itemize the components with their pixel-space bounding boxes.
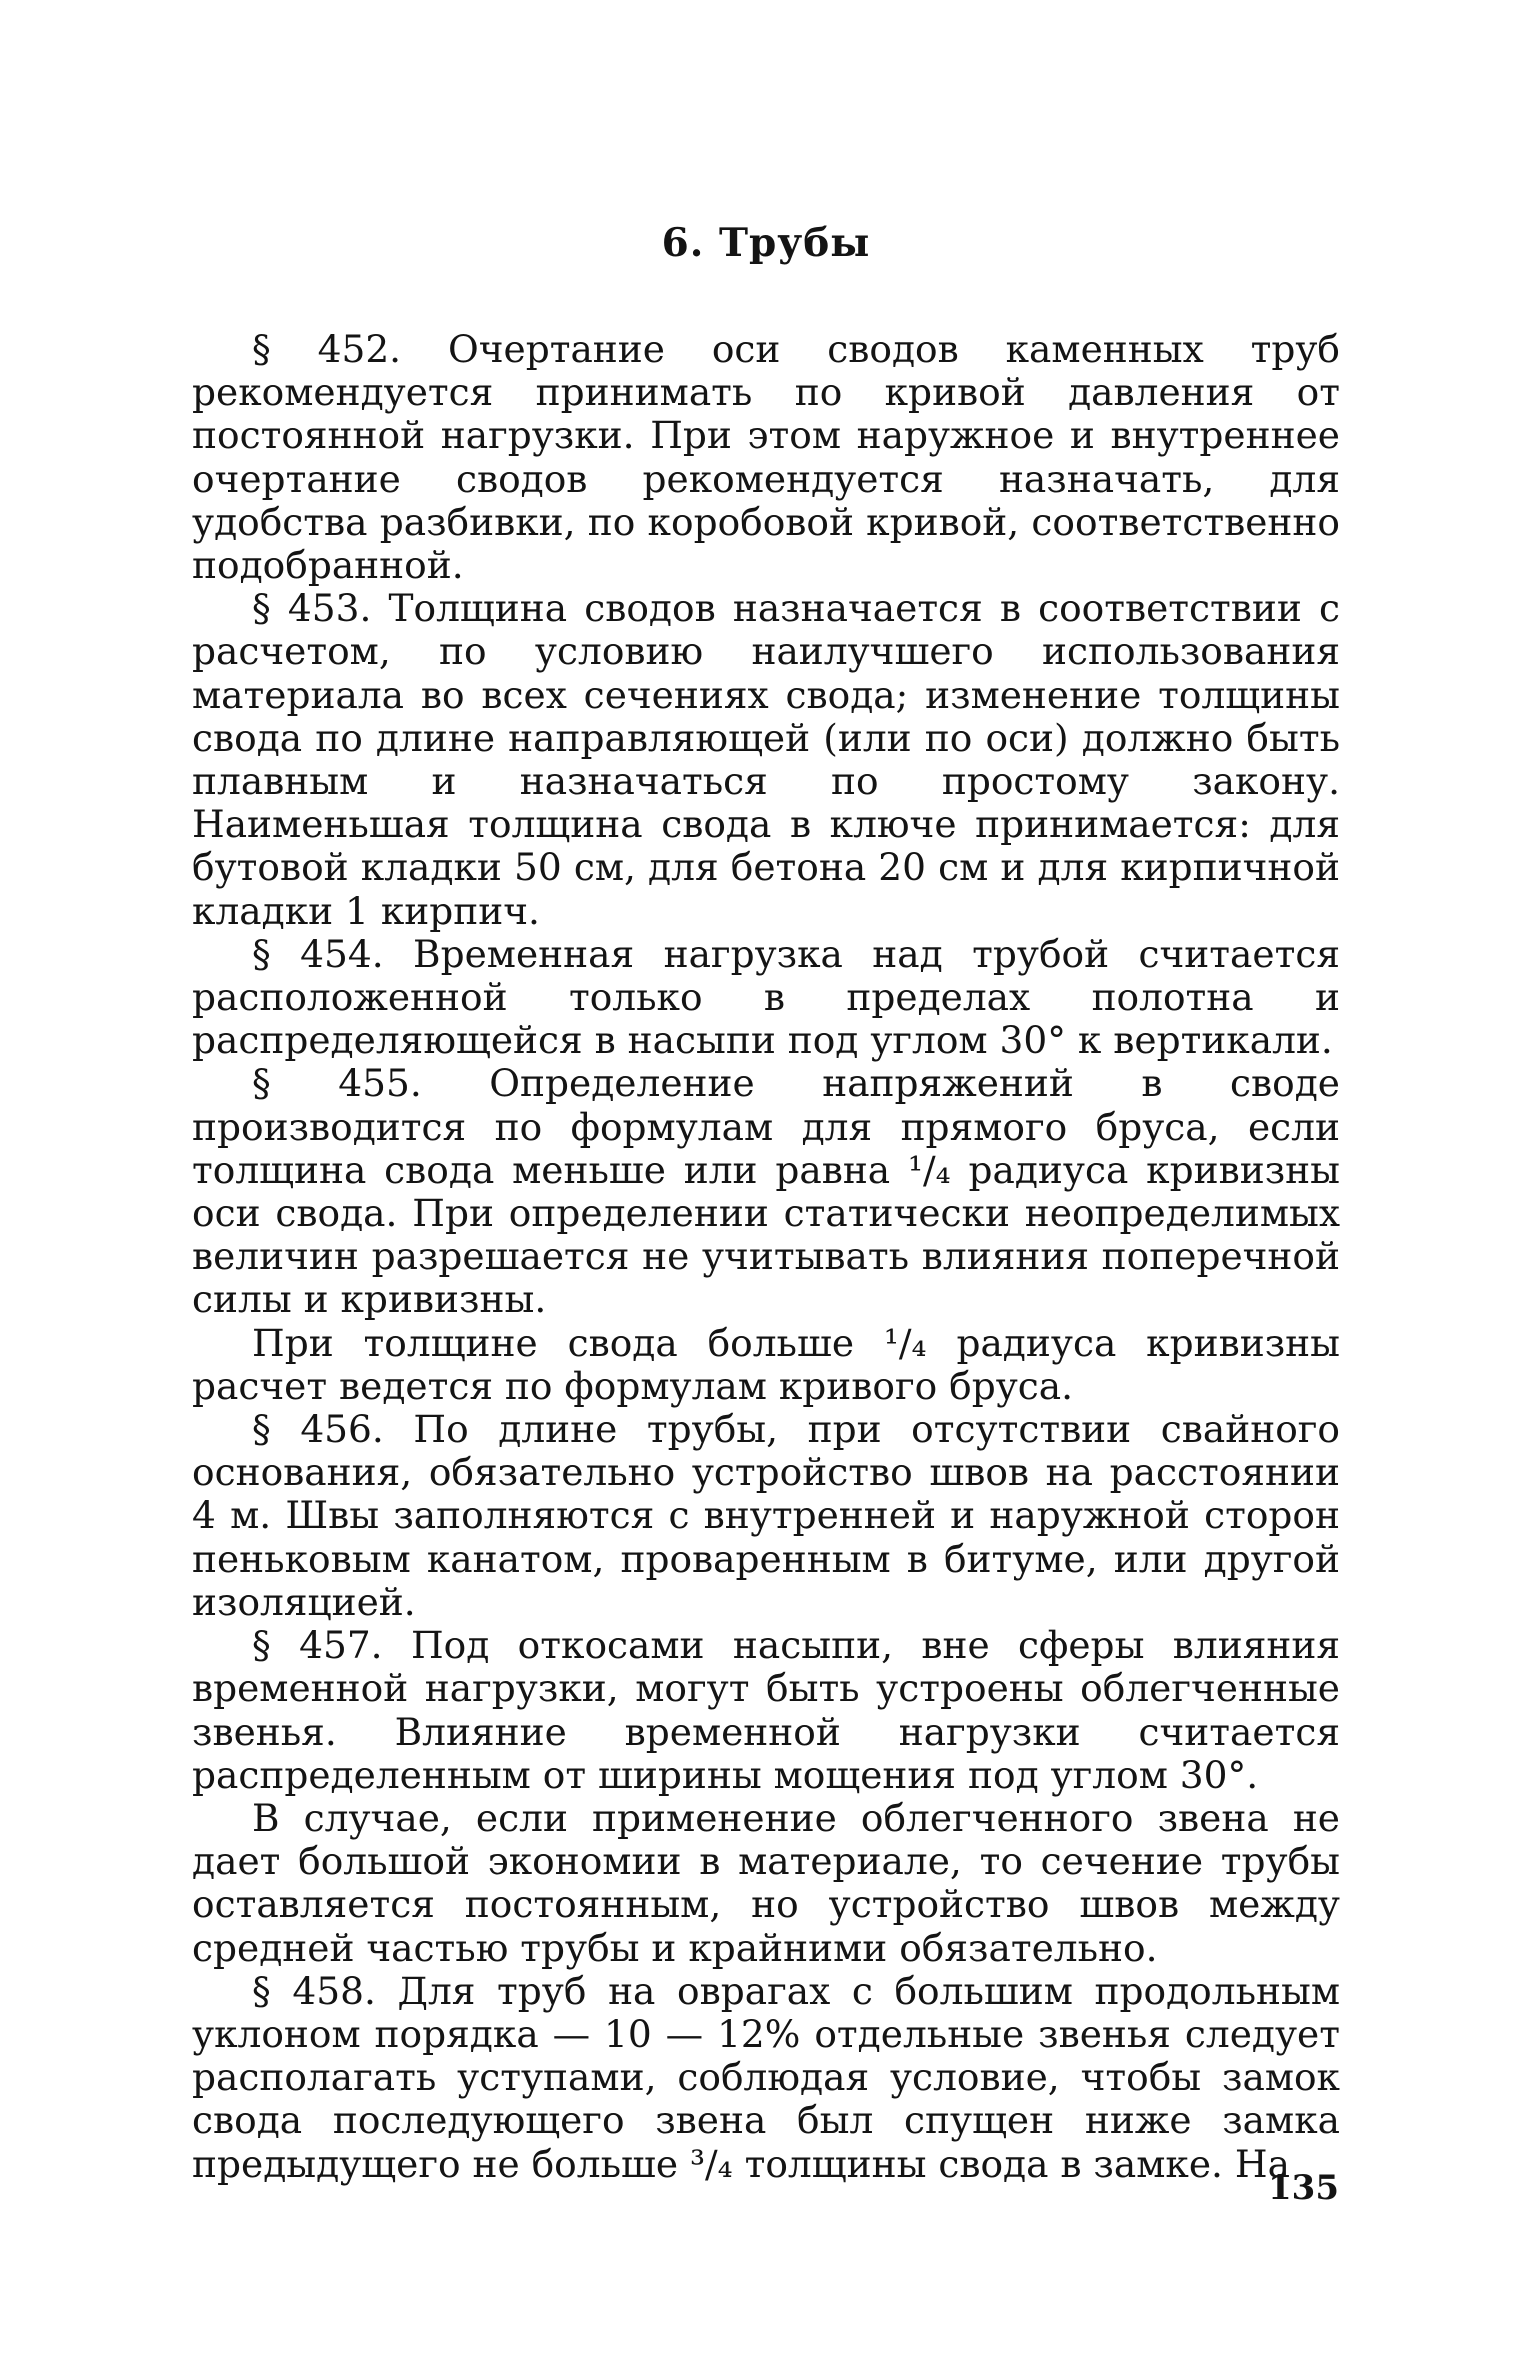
paragraph-456: § 456. По длине трубы, при отсутствии свайного основания, обязательно устройство швов на расстоянии 4 м. Швы заполняются с внутренней и наружной сторон пеньковым канатом, проваренным в битуме, или другой изоляцией. xyxy=(192,1407,1340,1624)
paragraph-454: § 454. Временная нагрузка над трубой считается расположенной только в пределах полотна и распределяющейся в насыпи под углом 30° к вертикали. xyxy=(192,931,1340,1063)
paragraph-457: § 457. Под откосами насыпи, вне сферы влияния временной нагрузки, могут быть устроены облегченные звенья. Влияние временной нагрузки считается распределенным от ширины мощения под углом 30°. xyxy=(192,1623,1340,1797)
paragraph-455-continuation: При толщине свода больше ¹/₄ радиуса кривизны расчет ведется по формулам кривого бруса. xyxy=(192,1320,1340,1408)
paragraph-452: § 452. Очертание оси сводов каменных труб рекомендуется принимать по кривой давления от постоянной нагрузки. При этом наружное и внутреннее очертание сводов рекомендуется назначать, для удобства разбивки, по коробовой кривой, соответственно подобранной. xyxy=(192,327,1340,588)
paragraph-458: § 458. Для труб на оврагах с большим продольным уклоном порядка — 10 — 12% отдельные звенья следует располагать уступами, соблюдая условие, чтобы замок свода последующего звена был спущен ниже замка предыдущего не больше ³/₄ толщины свода в замке. На xyxy=(192,1968,1340,2186)
paragraph-455: § 455. Определение напряжений в своде производится по формулам для прямого бруса, если толщина свода меньше или равна ¹/₄ радиуса кривизны оси свода. При определении статически неопределимых величин разрешается не учитывать влияния поперечной силы и кривизны. xyxy=(192,1061,1340,1322)
page-number: 135 xyxy=(1268,2168,1339,2208)
paragraph-453: § 453. Толщина сводов назначается в соответствии с расчетом, по условию наилучшего использования материала во всех сечениях свода; изменение толщины свода по длине направляющей (или по оси) должно быть плавным и назначаться по простому закону. Наименьшая толщина свода в ключе принимается: для бутовой кладки 50 см, для бетона 20 см и для кирпичной кладки 1 кирпич. xyxy=(192,586,1340,933)
section-heading: 6. Трубы xyxy=(661,220,871,266)
page-body xyxy=(192,200,1340,2186)
paragraph-457-continuation: В случае, если применение облегченного звена не дает большой экономии в материале, то сечение трубы оставляется постоянным, но устройство швов между средней частью трубы и крайними обязательно. xyxy=(192,1795,1340,1970)
